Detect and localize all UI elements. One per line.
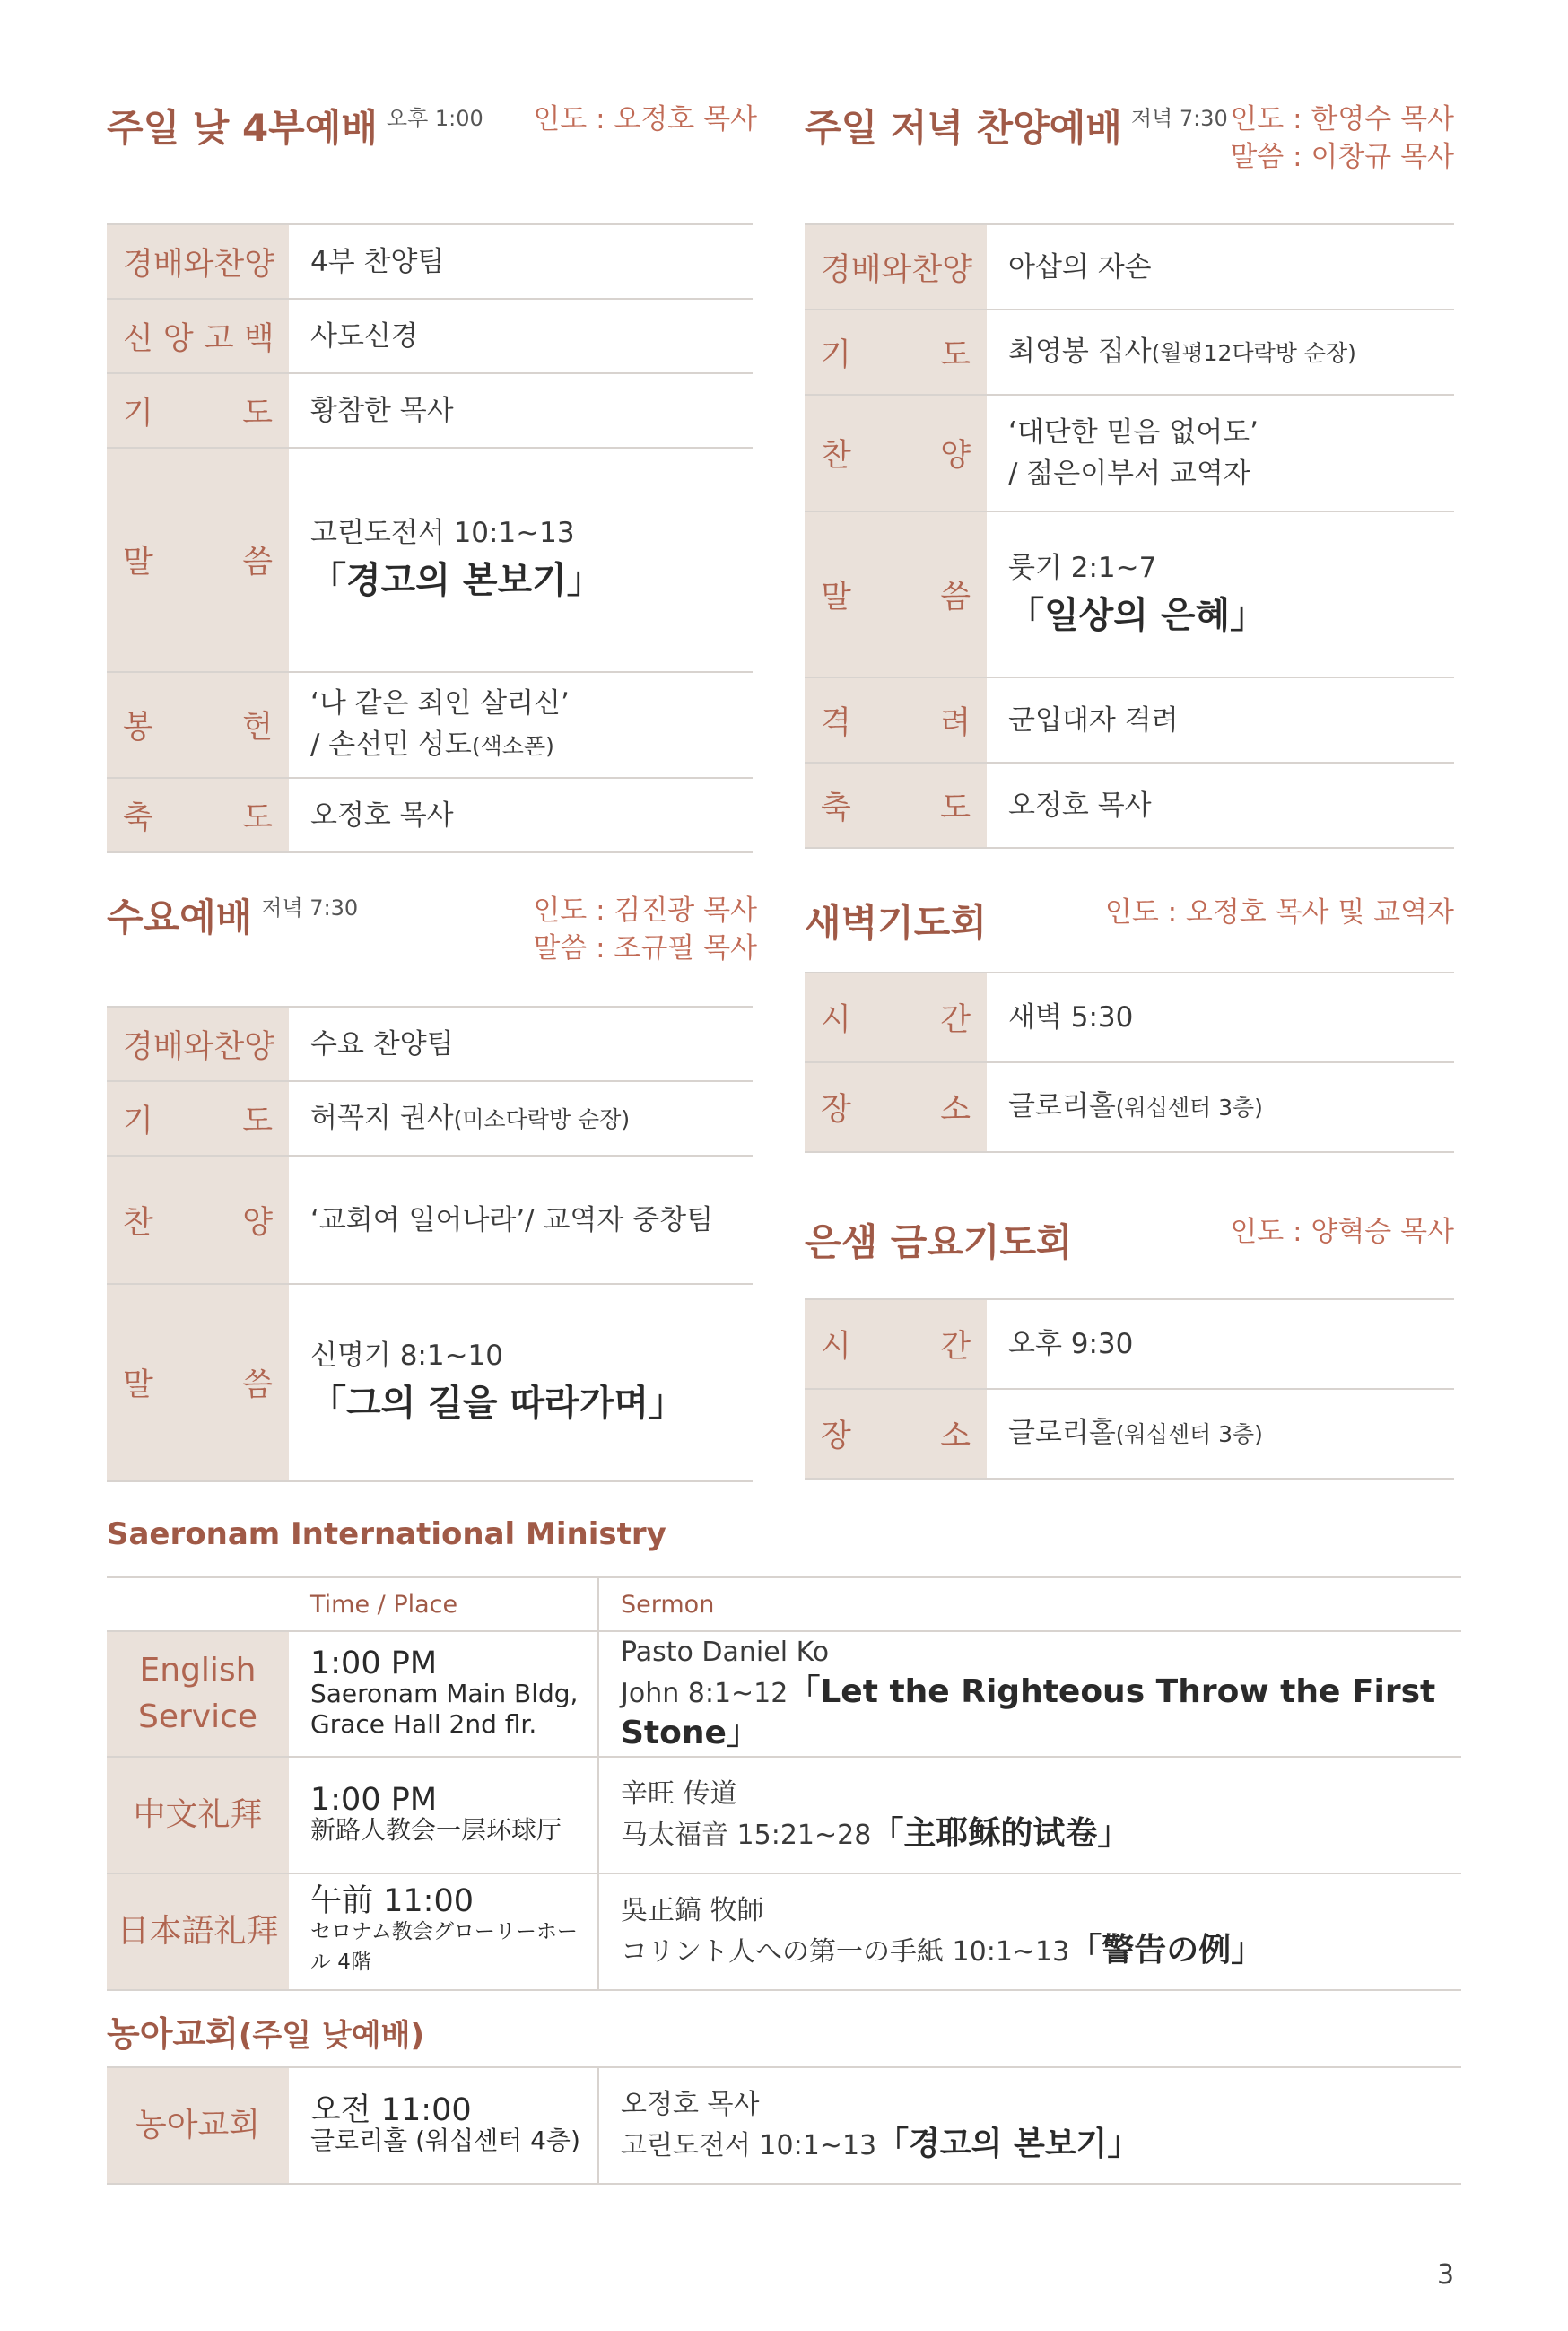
sunday-evening-service-table [805, 223, 1454, 849]
international-ministry-table [107, 1576, 1461, 1991]
dawn-prayer-title: 새벽기도회 [805, 901, 987, 945]
sunday-4th-service-table [107, 223, 753, 853]
table-row [805, 310, 1454, 395]
service-time: 저녁 7:30 [1130, 106, 1228, 131]
dawn-prayer-table [805, 972, 1454, 1153]
row-value: ‘나 같은 죄인 살리신’ / 손선민 성도(색소폰) [289, 672, 753, 778]
sermon-cell: Pasto Daniel Ko John 8:1~12「Let the Righteous Throw the First Stone」 [598, 1631, 1461, 1757]
row-label: 기 도 [107, 373, 289, 448]
wednesday-service-table [107, 1006, 753, 1482]
row-label: 말 씀 [805, 511, 987, 677]
service-leaders: 인도 : 김진광 목사 말씀 : 조규필 목사 [533, 895, 757, 965]
table-row [107, 2067, 1461, 2184]
sermon-title: 「그의 길을 따라가며」 [310, 1383, 684, 1424]
wednesday-service-title: 수요예배 $^{저녁 7:30}$ [107, 895, 359, 939]
row-value: 새벽 5:30 [987, 973, 1454, 1062]
international-ministry-title: Saeronam International Ministry [107, 1516, 666, 1552]
row-value: 수요 찬양팀 [289, 1007, 753, 1081]
service-leader: 인도 : 오정호 목사 [533, 103, 757, 135]
table-row [805, 395, 1454, 511]
sermon-cell: 辛旺 传道 马太福音 15:21~28「主耶稣的试卷」 [598, 1757, 1461, 1873]
friday-prayer-title: 은샘 금요기도회 [805, 1220, 1073, 1264]
page-number: 3 [1437, 2259, 1455, 2291]
table-row [805, 973, 1454, 1062]
row-label: 농아교회 [107, 2067, 289, 2184]
deaf-church-title: 농아교회(주일 낮예배) [107, 2014, 424, 2054]
row-label: 축 도 [805, 763, 987, 848]
column-header-sermon: Sermon [598, 1577, 1461, 1631]
table-row [107, 778, 753, 852]
table-row [107, 1631, 1461, 1757]
table-row [107, 1284, 753, 1481]
sermon-cell [987, 511, 1454, 677]
row-label: 봉 헌 [107, 672, 289, 778]
row-label: 장 소 [805, 1389, 987, 1479]
table-row [107, 299, 753, 373]
table-row [805, 511, 1454, 677]
table-row [805, 1062, 1454, 1152]
table-row [107, 672, 753, 778]
scripture-ref: 신명기 8:1~10 [310, 1340, 504, 1372]
column-header-time-place: Time / Place [289, 1577, 598, 1631]
row-label: 경배와찬양 [107, 224, 289, 299]
service-leaders: 인도 : 한영수 목사 말씀 : 이창규 목사 [1230, 103, 1454, 173]
row-value: 아삽의 자손 [987, 224, 1454, 310]
table-row [805, 763, 1454, 848]
table-row [805, 677, 1454, 763]
row-label: 中文礼拜 [107, 1757, 289, 1873]
row-label: 日本語礼拜 [107, 1873, 289, 1990]
table-row [805, 1389, 1454, 1479]
row-label: English Service [107, 1631, 289, 1757]
table-row [107, 448, 753, 672]
time-place-cell: 오전 11:00 글로리홀 (워십센터 4층) [289, 2067, 598, 2184]
scripture-ref: 고린도전서 10:1~13 [310, 517, 575, 549]
row-label: 기 도 [805, 310, 987, 395]
scripture-ref: 룻기 2:1~7 [1008, 551, 1157, 584]
row-value: ‘대단한 믿음 없어도’ / 젊은이부서 교역자 [987, 395, 1454, 511]
row-value: ‘교회여 일어나라’/ 교역자 중창팀 [289, 1156, 753, 1284]
sermon-cell: 오정호 목사 고린도전서 10:1~13「경고의 본보기」 [598, 2067, 1461, 2184]
table-row [107, 1873, 1461, 1990]
row-label: 경배와찬양 [805, 224, 987, 310]
service-leader: 인도 : 오정호 목사 및 교역자 [1104, 896, 1454, 929]
row-value: 최영봉 집사(월평12다락방 순장) [987, 310, 1454, 395]
sermon-cell [289, 1284, 753, 1481]
friday-prayer-table [805, 1298, 1454, 1480]
row-label: 신 앙 고 백 [107, 299, 289, 373]
time-place-cell: 1:00 PM Saeronam Main Bldg, Grace Hall 2nd flr. [289, 1631, 598, 1757]
sunday-4th-service-title: 주일 낮 4부예배 $^{오후 1:00}$ [107, 106, 483, 150]
row-label: 격 려 [805, 677, 987, 763]
sermon-cell [289, 448, 753, 672]
row-value: 군입대자 격려 [987, 677, 1454, 763]
table-row [107, 224, 753, 299]
table-row [107, 1007, 753, 1081]
sermon-title: 「일상의 은혜」 [1008, 594, 1267, 636]
row-value: 4부 찬양팀 [289, 224, 753, 299]
row-value: 허꼭지 권사(미소다락방 순장) [289, 1081, 753, 1156]
table-row [107, 1081, 753, 1156]
row-label: 찬 양 [107, 1156, 289, 1284]
service-time: 오후 1:00 [386, 106, 483, 131]
table-row [107, 1757, 1461, 1873]
table-header-row [107, 1577, 1461, 1631]
row-label: 시 간 [805, 973, 987, 1062]
time-place-cell: 午前 11:00 セロナム教会グローリーホール 4階 [289, 1873, 598, 1990]
row-label: 말 씀 [107, 1284, 289, 1481]
row-value: 오정호 목사 [987, 763, 1454, 848]
row-label: 시 간 [805, 1299, 987, 1389]
row-value: 글로리홀(워십센터 3층) [987, 1389, 1454, 1479]
sermon-cell: 吳正鎬 牧師 コリント人への第一の手紙 10:1~13「警告の例」 [598, 1873, 1461, 1990]
row-value: 오후 9:30 [987, 1299, 1454, 1389]
service-leader: 인도 : 양혁승 목사 [1230, 1216, 1454, 1248]
row-label: 장 소 [805, 1062, 987, 1152]
time-place-cell: 1:00 PM 新路人教会一层环球厅 [289, 1757, 598, 1873]
sermon-title: 「경고의 본보기」 [310, 560, 603, 601]
deaf-church-table [107, 2066, 1461, 2185]
row-value: 사도신경 [289, 299, 753, 373]
table-row [805, 224, 1454, 310]
row-label: 말 씀 [107, 448, 289, 672]
sunday-evening-service-title: 주일 저녁 찬양예배 $^{저녁 7:30}$ [805, 106, 1228, 150]
service-time: 저녁 7:30 [261, 895, 359, 921]
row-label: 경배와찬양 [107, 1007, 289, 1081]
table-row [107, 373, 753, 448]
row-value: 오정호 목사 [289, 778, 753, 852]
table-row [805, 1299, 1454, 1389]
row-value: 황참한 목사 [289, 373, 753, 448]
row-label: 축 도 [107, 778, 289, 852]
row-value: 글로리홀(워십센터 3층) [987, 1062, 1454, 1152]
row-label: 기 도 [107, 1081, 289, 1156]
row-label: 찬 양 [805, 395, 987, 511]
table-row [107, 1156, 753, 1284]
